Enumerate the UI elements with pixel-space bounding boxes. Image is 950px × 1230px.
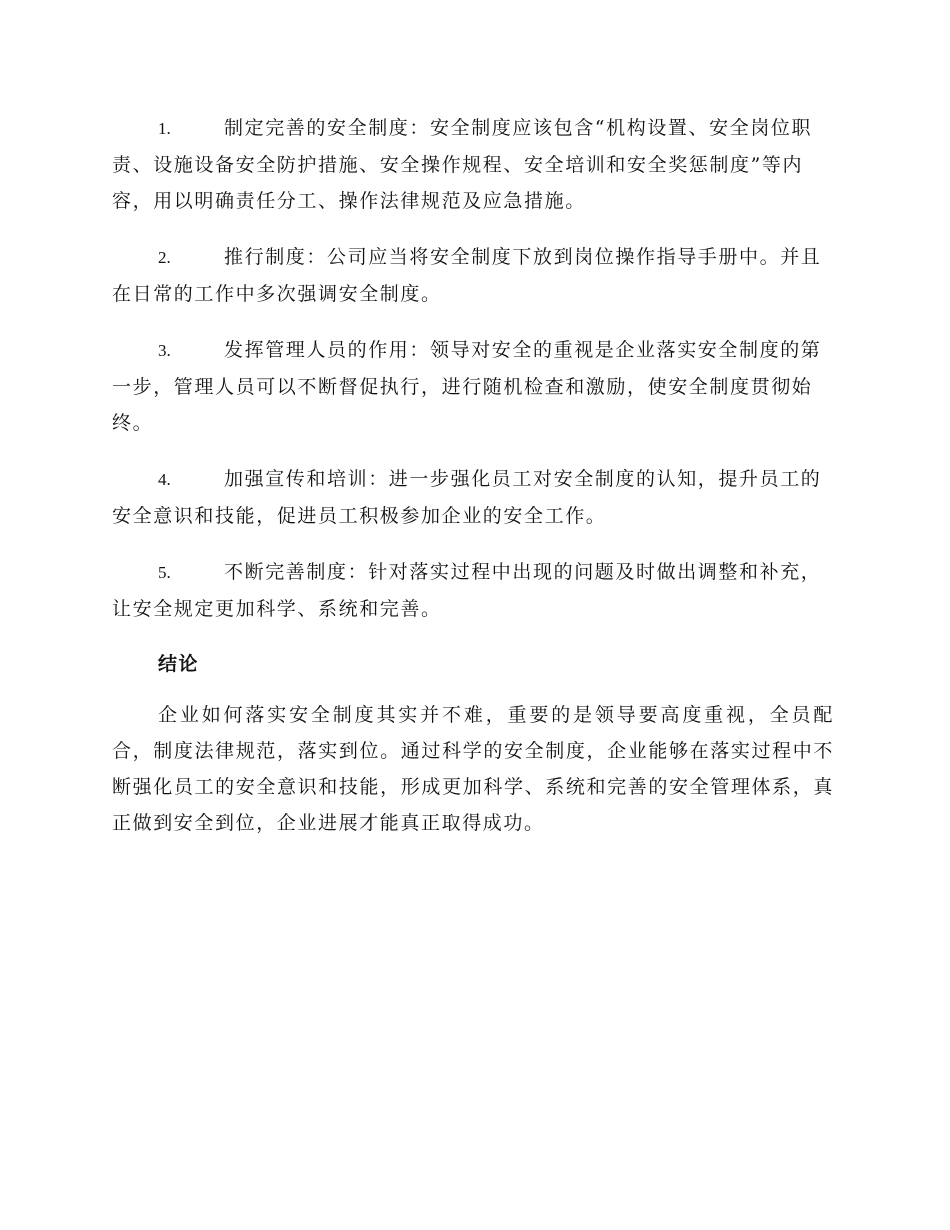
list-item-3	[112, 332, 834, 441]
list-item-1	[112, 110, 834, 219]
list-number: 5.	[158, 563, 171, 582]
list-item-text: 制定完善的安全制度：安全制度应该包含“机构设置、安全岗位职责、设施设备安全防护措施、安全操作规程、安全培训和安全奖惩制度”等内容，用以明确责任分工、操作法律规范及应急措施。	[112, 117, 813, 212]
conclusion-paragraph: 企业如何落实安全制度其实并不难，重要的是领导要高度重视，全员配合，制度法律规范，落实到位。通过科学的安全制度，企业能够在落实过程中不断强化员工的安全意识和技能，形成更加科学、系统和完善的安全管理体系，真正做到安全到位，企业进展才能真正取得成功。	[112, 704, 834, 834]
list-item-text: 推行制度：公司应当将安全制度下放到岗位操作指导手册中。并且在日常的工作中多次强调安全制度。	[112, 246, 822, 305]
list-number: 3.	[158, 341, 171, 360]
list-item-5	[112, 554, 834, 627]
list-number: 4.	[158, 470, 171, 489]
list-number: 1.	[158, 119, 171, 138]
list-item-4	[112, 461, 834, 534]
list-item-2	[112, 239, 834, 312]
list-item-text: 不断完善制度：针对落实过程中出现的问题及时做出调整和补充，让安全规定更加科学、系统和完善。	[112, 561, 822, 620]
document-body	[112, 110, 834, 841]
list-item-text: 加强宣传和培训：进一步强化员工对安全制度的认知，提升员工的安全意识和技能，促进员工积极参加企业的安全工作。	[112, 468, 822, 527]
list-number: 2.	[158, 248, 171, 267]
list-item-text: 发挥管理人员的作用：领导对安全的重视是企业落实安全制度的第一步，管理人员可以不断督促执行，进行随机检查和激励，使安全制度贯彻始终。	[112, 339, 822, 434]
conclusion-heading: 结论	[158, 653, 199, 675]
